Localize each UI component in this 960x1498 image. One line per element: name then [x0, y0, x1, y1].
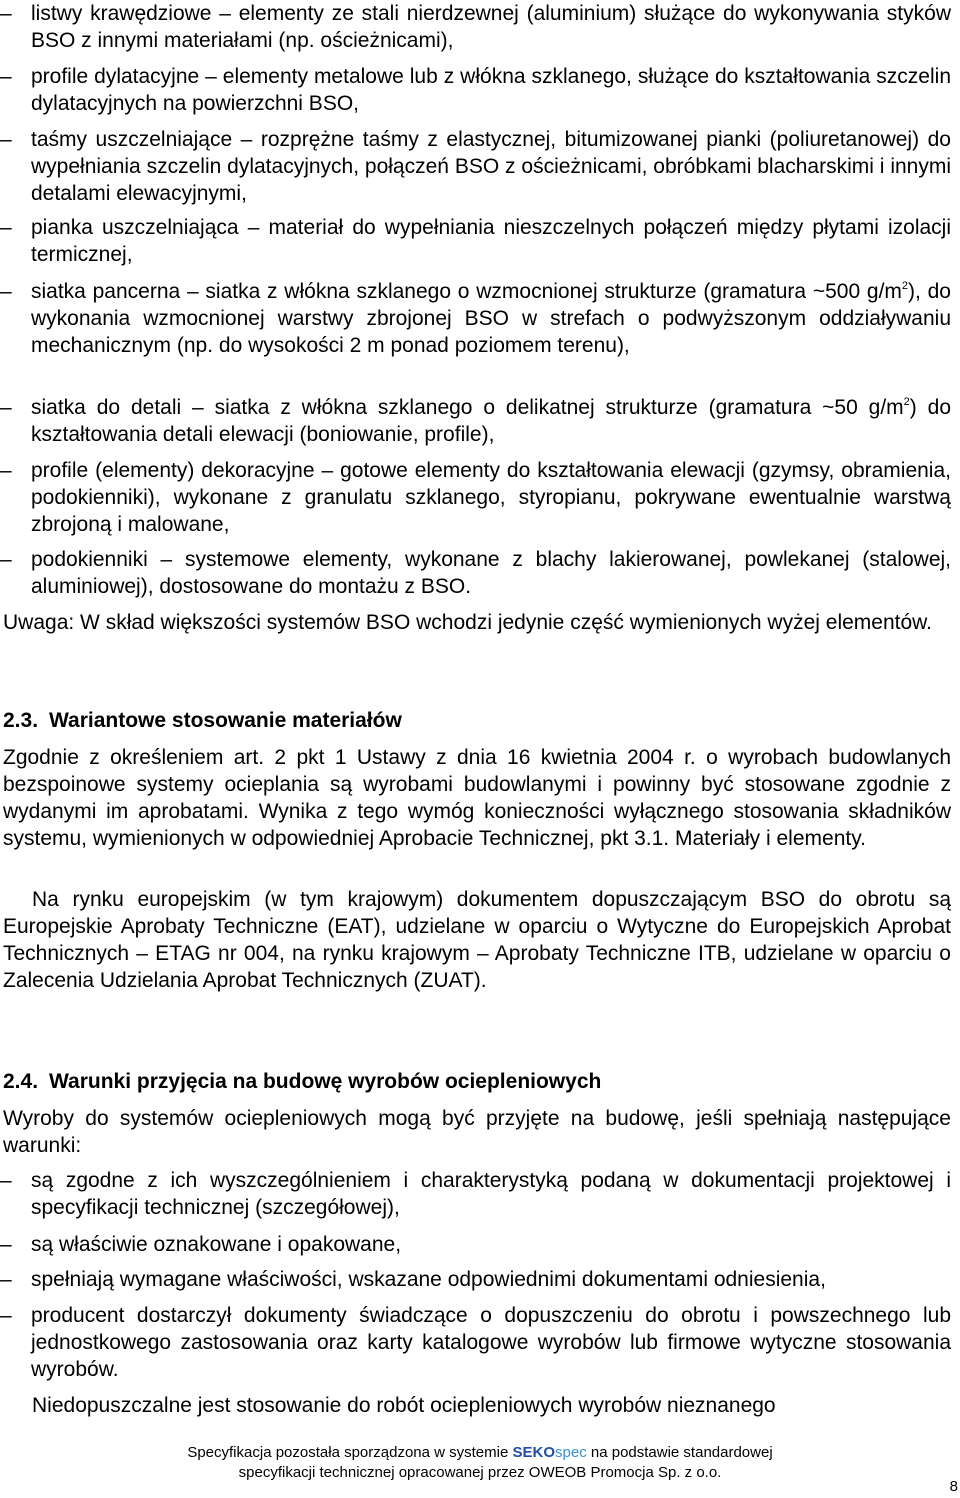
dash-bullet-icon: –: [0, 1268, 12, 1291]
list-item-text: są właściwie oznakowane i opakowane,: [31, 1233, 402, 1256]
list-item-text: siatka pancerna – siatka z włókna szklanego o wzmocnionej strukturze (gramatura ~500 $g/m^2$), do wykonania wzmocnionej warstwy zbrojonej BSO w strefach o podwyższonym oddziaływaniu mechanicznym (np. do wysokości 2 m ponad poziomem terenu),: [31, 280, 951, 357]
section-number: 2.3.: [3, 709, 39, 732]
section-title: Wariantowe stosowanie materiałów: [49, 709, 402, 732]
list-item-text: profile (elementy) dekoracyjne – gotowe elementy do kształtowania elewacji (gzymsy, obramienia, podokienniki), wykonane z granulatu szklanego, styropianu, pokrywane ewentualnie warstwą zbrojoną i malowane,: [31, 459, 951, 536]
sekospec-logo: SEKO: [512, 1444, 556, 1461]
list-item-text: siatka do detali – siatka z włókna szklanego o delikatnej strukturze (gramatura ~50 $g/m^2$) do kształtowania detali elewacji (boniowanie, profile),: [31, 396, 952, 446]
paragraph: Na rynku europejskim (w tym krajowym) dokumentem dopuszczającym BSO do obrotu są Europejskie Aprobaty Techniczne (EAT), udzielane w oparciu o Wytyczne do Europejskich Aprobat Technicznych – ETAG nr 004, na rynku krajowym – Aprobaty Techniczne ITB, udzielane w oparciu o Zalecenia Udzielania Aprobat Technicznych (ZUAT).: [3, 888, 951, 992]
footer-line: Specyfikacja pozostała sporządzona w systemie SEKOspec na podstawie standardowej: [187, 1444, 773, 1461]
list-item: [0, 126, 951, 207]
paragraph: Niedopuszczalne jest stosowanie do robót ociepleniowych wyrobów nieznanego: [32, 1394, 776, 1417]
dash-bullet-icon: –: [0, 280, 12, 303]
dash-bullet-icon: –: [0, 1233, 12, 1256]
page-number: 8: [949, 1478, 958, 1495]
footer-line: specyfikacji technicznej opracowanej przez OWEOB Promocja Sp. z o.o.: [238, 1464, 722, 1481]
list-item-text: spełniają wymagane właściwości, wskazane odpowiednimi dokumentami odniesienia,: [31, 1268, 826, 1291]
dash-bullet-icon: –: [0, 1304, 12, 1327]
dash-bullet-icon: –: [0, 396, 12, 419]
list-item-text: pianka uszczelniająca – materiał do wypełniania nieszczelnych połączeń między płytami izolacji termicznej,: [31, 216, 951, 266]
list-item: [0, 214, 951, 268]
list-item: [0, 546, 951, 600]
list-item-text: listwy krawędziowe – elementy ze stali nierdzewnej (aluminium) służące do wykonywania styków BSO z innymi materiałami (np. ościeżnicami),: [31, 2, 951, 52]
section-number: 2.4.: [3, 1070, 39, 1093]
dash-bullet-icon: –: [0, 65, 12, 88]
list-item: [0, 63, 951, 117]
section-heading: [3, 707, 402, 734]
list-item: [0, 0, 951, 54]
list-item: [0, 1231, 951, 1258]
dash-bullet-icon: –: [0, 548, 12, 571]
list-item: [0, 457, 951, 538]
dash-bullet-icon: –: [0, 1169, 12, 1192]
dash-bullet-icon: –: [0, 2, 12, 25]
paragraph: Wyroby do systemów ociepleniowych mogą być przyjęte na budowę, jeśli spełniają następujące warunki:: [3, 1107, 951, 1157]
section-title: Warunki przyjęcia na budowę wyrobów ociepleniowych: [49, 1070, 602, 1093]
list-item-text: producent dostarczył dokumenty świadczące o dopuszczeniu do obrotu i powszechnego lub jednostkowego zastosowania oraz karty katalogowe wyrobów lub firmowe wytyczne stosowania wyrobów.: [31, 1304, 951, 1381]
dash-bullet-icon: –: [0, 216, 12, 239]
list-item: [0, 1167, 951, 1221]
section-heading: [3, 1068, 601, 1095]
list-item-text: taśmy uszczelniające – rozprężne taśmy z elastycznej, bitumizowanej pianki (poliuretanowej) do wypełniania szczelin dylatacyjnych, połączeń BSO z ościeżnicami, obróbkami blacharskimi i innymi detalami elewacyjnymi,: [31, 128, 951, 205]
paragraph: Zgodnie z określeniem art. 2 pkt 1 Ustawy z dnia 16 kwietnia 2004 r. o wyrobach budowlanych bezspoinowe systemy ocieplania są wyrobami budowlanymi i powinny być stosowane zgodnie z wydanymi im aprobatami. Wynika z tego wymóg konieczności wyłącznego stosowania składników systemu, wymienionych w odpowiedniej Aprobacie Technicznej, pkt 3.1. Materiały i elementy.: [3, 746, 951, 850]
list-item: [0, 278, 951, 359]
list-item: [0, 1302, 951, 1383]
list-item-text: są zgodne z ich wyszczególnieniem i charakterystyką podaną w dokumentacji projektowej i specyfikacji technicznej (szczegółowej),: [31, 1169, 951, 1219]
list-item: [0, 1266, 951, 1293]
note-paragraph: Uwaga: W skład większości systemów BSO wchodzi jedynie część wymienionych wyżej elementów.: [3, 611, 933, 634]
dash-bullet-icon: –: [0, 128, 12, 151]
dash-bullet-icon: –: [0, 459, 12, 482]
list-item: [0, 394, 951, 448]
list-item-text: profile dylatacyjne – elementy metalowe lub z włókna szklanego, służące do kształtowania szczelin dylatacyjnych na powierzchni BSO,: [31, 65, 951, 115]
list-item-text: podokienniki – systemowe elementy, wykonane z blachy lakierowanej, powlekanej (stalowej, aluminiowej), dostosowane do montażu z BSO.: [31, 548, 951, 598]
